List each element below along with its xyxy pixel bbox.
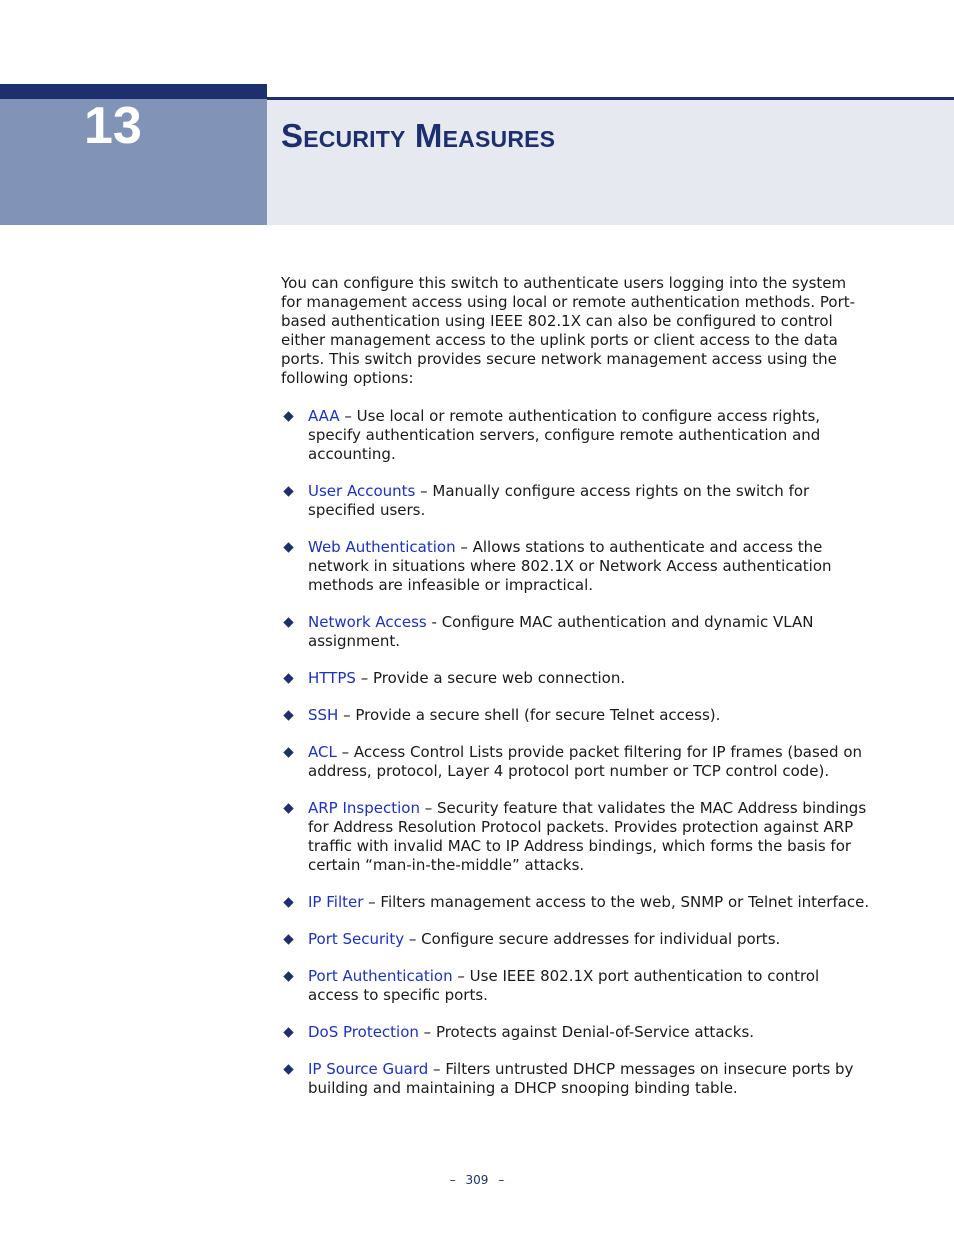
diamond-icon xyxy=(281,893,295,912)
feature-item xyxy=(281,893,871,912)
feature-item xyxy=(281,407,871,464)
feature-list xyxy=(281,407,871,1098)
feature-item xyxy=(281,799,871,875)
diamond-icon xyxy=(281,799,295,818)
diamond-icon xyxy=(281,967,295,986)
feature-description: – Use local or remote authentication to configure access rights, specify authentication servers, configure remote authentication and accounting. xyxy=(308,407,821,463)
feature-item xyxy=(281,613,871,651)
feature-item xyxy=(281,1060,871,1098)
feature-description: – Allows stations to authenticate and access the network in situations where 802.1X or Network Access authentication methods are infeasible or impractical. xyxy=(308,538,832,594)
feature-link[interactable]: DoS Protection xyxy=(308,1023,419,1041)
feature-link[interactable]: IP Filter xyxy=(308,893,364,911)
chapter-title: Security Measures xyxy=(281,117,556,154)
feature-item xyxy=(281,538,871,595)
feature-description: – Use IEEE 802.1X port authentication to control access to specific ports. xyxy=(308,967,820,1004)
feature-link[interactable]: Port Security xyxy=(308,930,405,948)
diamond-icon xyxy=(281,669,295,688)
feature-link[interactable]: HTTPS xyxy=(308,669,356,687)
page-number: – 309 – xyxy=(449,1173,505,1187)
feature-link[interactable]: ARP Inspection xyxy=(308,799,420,817)
diamond-icon xyxy=(281,407,295,426)
diamond-icon xyxy=(281,613,295,632)
feature-item xyxy=(281,967,871,1005)
feature-description: - Configure MAC authentication and dynamic VLAN assignment. xyxy=(308,613,814,650)
feature-link[interactable]: AAA xyxy=(308,407,340,425)
diamond-icon xyxy=(281,1023,295,1042)
feature-item xyxy=(281,482,871,520)
main-content xyxy=(281,274,871,1116)
feature-description: – Provide a secure shell (for secure Telnet access). xyxy=(338,706,721,724)
feature-description: – Filters management access to the web, SNMP or Telnet interface. xyxy=(363,893,870,911)
feature-item xyxy=(281,706,871,725)
feature-description: – Provide a secure web connection. xyxy=(355,669,626,687)
feature-link[interactable]: IP Source Guard xyxy=(308,1060,429,1078)
feature-link[interactable]: ACL xyxy=(308,743,337,761)
intro-paragraph: You can configure this switch to authenticate users logging into the system for management access using local or remote authentication methods. Port-based authentication using IEEE 802.1X can also be configured to control either management access to the uplink ports or client access to the data ports. This switch provides secure network management access using the following options: xyxy=(281,274,856,387)
feature-link[interactable]: Port Authentication xyxy=(308,967,453,985)
chapter-number: 13 xyxy=(84,97,142,155)
feature-item xyxy=(281,669,871,688)
feature-link[interactable]: Network Access xyxy=(308,613,427,631)
feature-link[interactable]: User Accounts xyxy=(308,482,416,500)
diamond-icon xyxy=(281,1060,295,1079)
diamond-icon xyxy=(281,538,295,557)
feature-item xyxy=(281,930,871,949)
diamond-icon xyxy=(281,482,295,501)
feature-description: – Access Control Lists provide packet filtering for IP frames (based on address, protocol, Layer 4 protocol port number or TCP control code). xyxy=(308,743,862,780)
diamond-icon xyxy=(281,706,295,725)
feature-description: – Security feature that validates the MAC Address bindings for Address Resolution Protocol packets. Provides protection against ARP traffic with invalid MAC to IP Address bindings, which forms the basis for certain “man-in-the-middle” attacks. xyxy=(308,799,867,874)
diamond-icon xyxy=(281,743,295,762)
feature-item xyxy=(281,743,871,781)
diamond-icon xyxy=(281,930,295,949)
feature-description: – Protects against Denial-of-Service attacks. xyxy=(418,1023,755,1041)
feature-link[interactable]: SSH xyxy=(308,706,339,724)
feature-description: – Manually configure access rights on the switch for specified users. xyxy=(308,482,810,519)
feature-description: – Configure secure addresses for individual ports. xyxy=(404,930,781,948)
feature-link[interactable]: Web Authentication xyxy=(308,538,456,556)
feature-item xyxy=(281,1023,871,1042)
feature-description: – Filters untrusted DHCP messages on insecure ports by building and maintaining a DHCP snooping binding table. xyxy=(308,1060,854,1097)
